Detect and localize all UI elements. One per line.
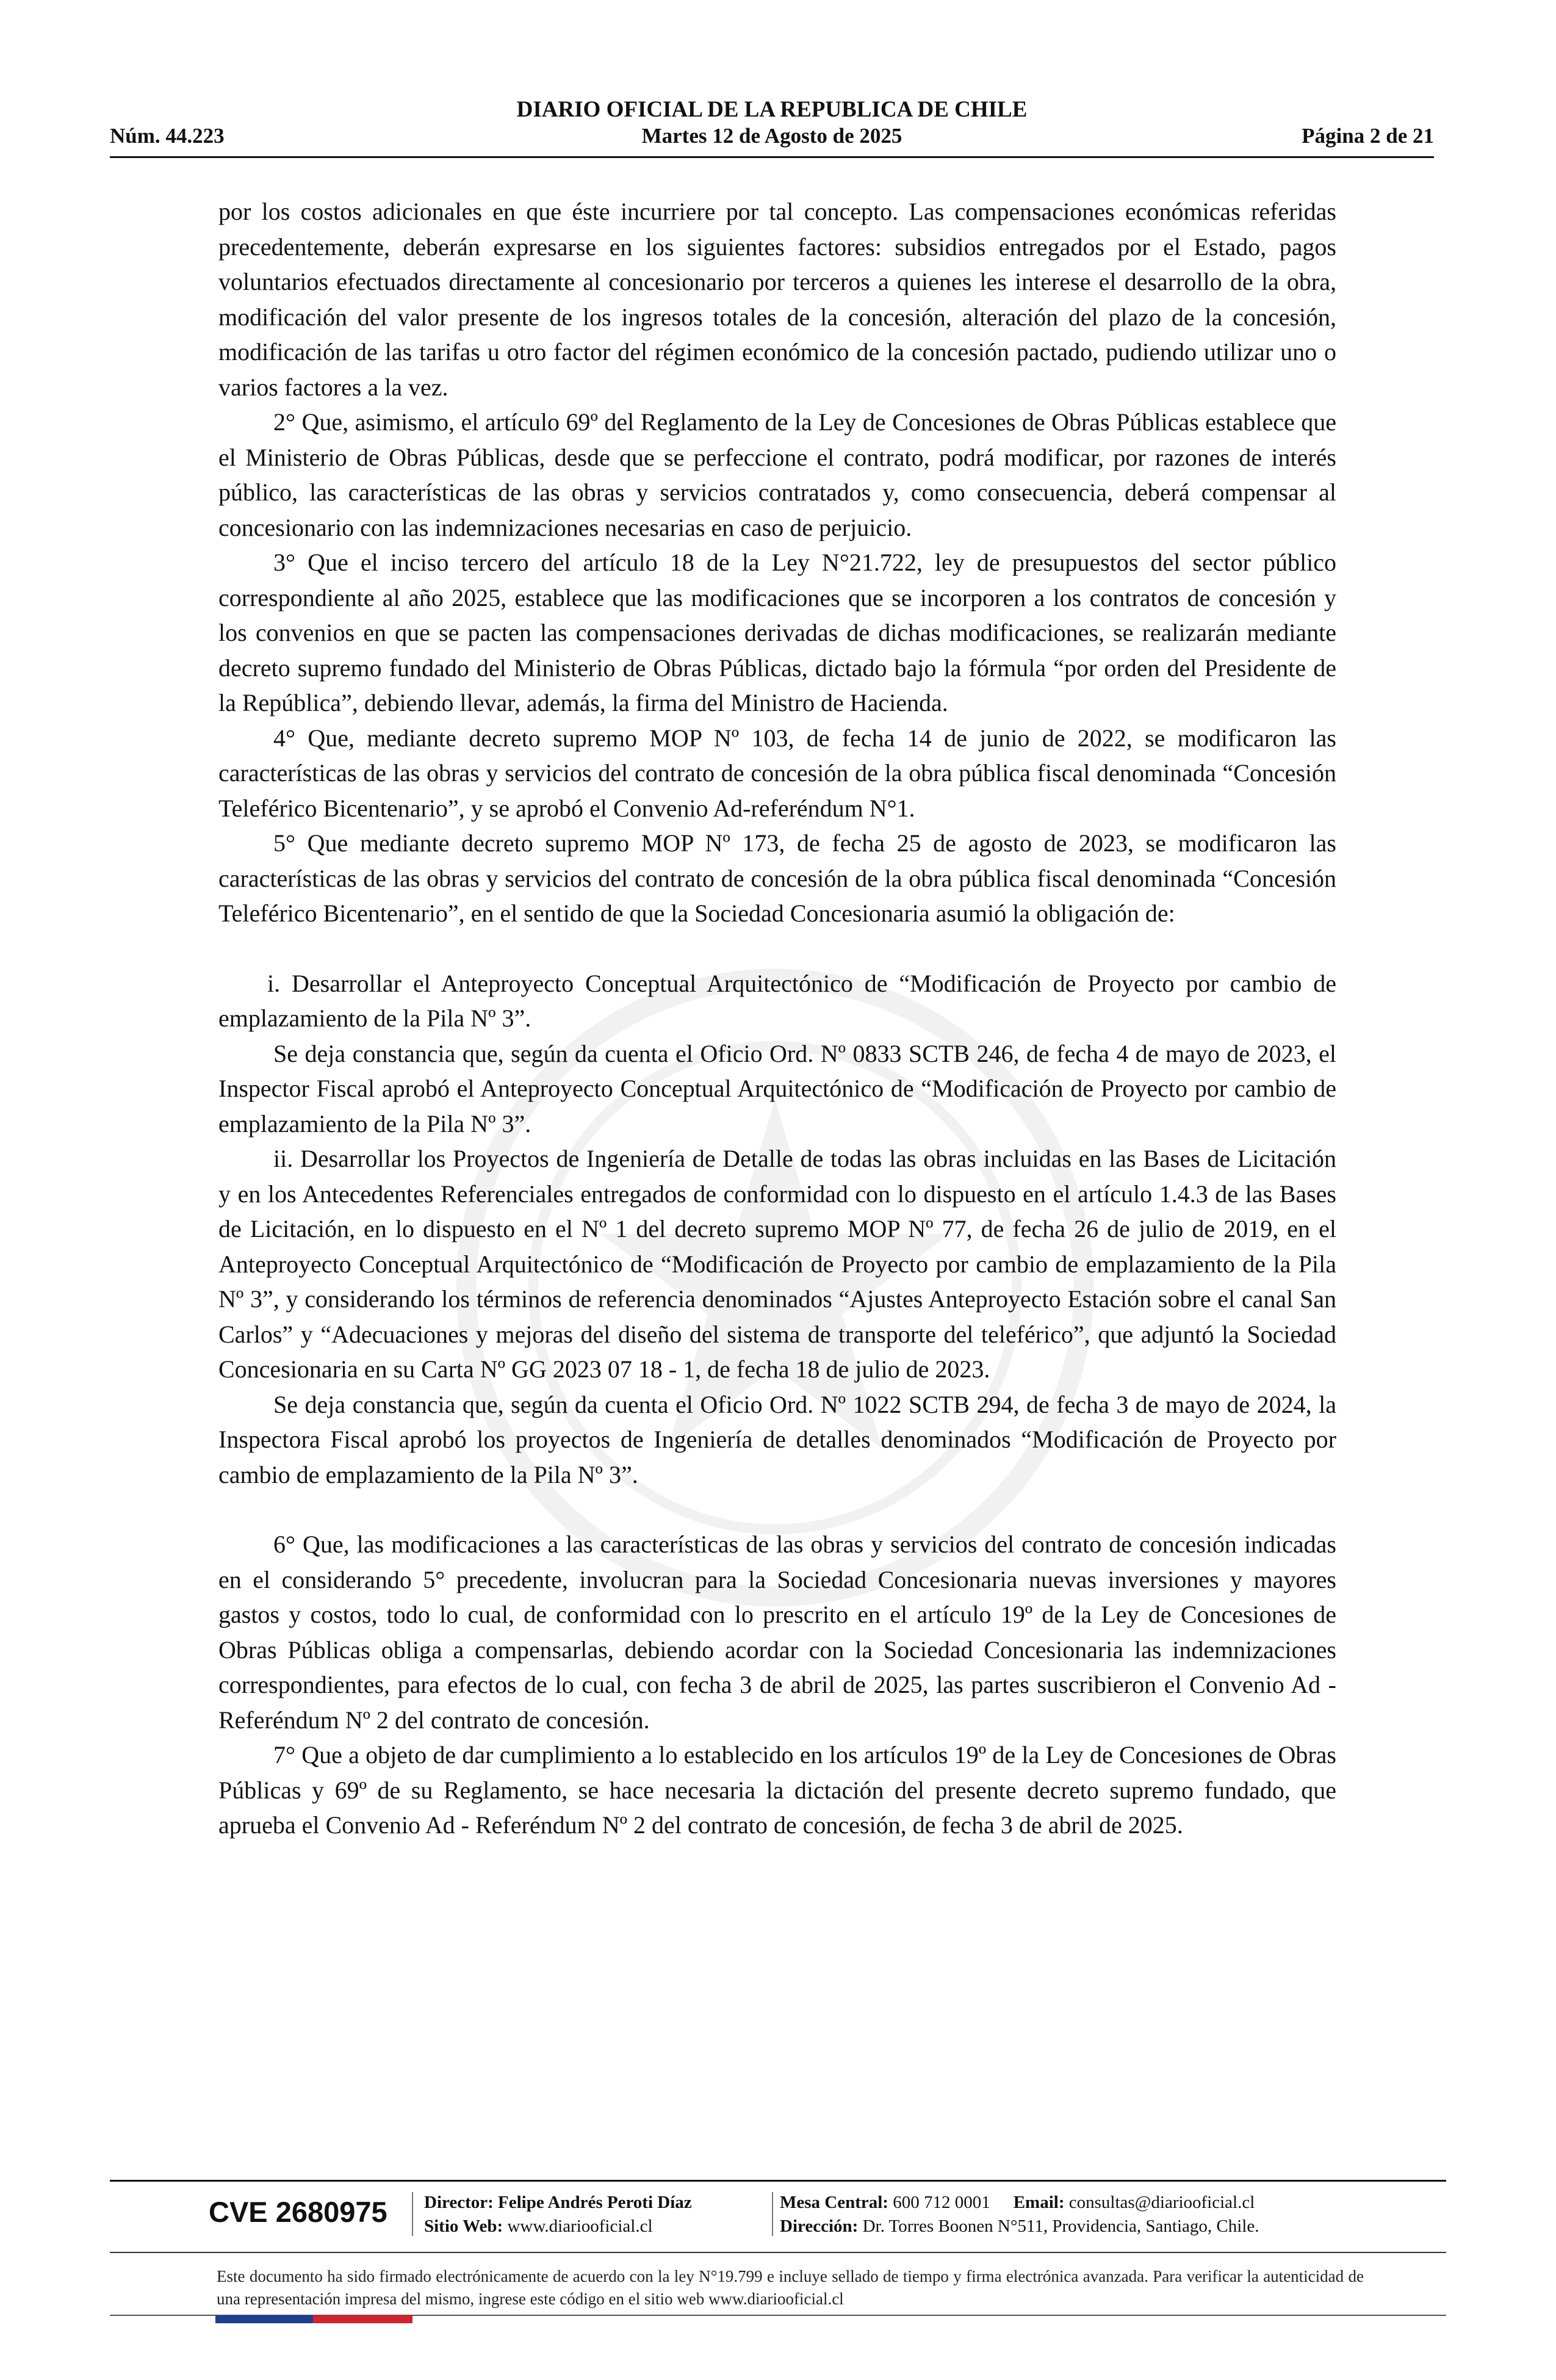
- constancia-2: Se deja constancia que, según da cuenta el Oficio Ord. Nº 1022 SCTB 294, de fecha 3 de mayo de 2024, la Inspectora Fiscal aprobó los proyectos de Ingeniería de detalles denominados “Modificación de Proyecto por cambio de emplazamiento de la Pila Nº 3”.: [218, 1390, 1336, 1488]
- page-indicator: Página 2 de 21: [1302, 124, 1434, 148]
- constancia-1: Se deja constancia que, según da cuenta el Oficio Ord. Nº 0833 SCTB 246, de fecha 4 de mayo de 2023, el Inspector Fiscal aprobó el Anteproyecto Conceptual Arquitectónico de “Modificación de Proyecto por cambio de emplazamiento de la Pila Nº 3”.: [218, 1039, 1336, 1138]
- website-link[interactable]: www.diariooficial.cl: [507, 2216, 653, 2236]
- considerando-2: 2° Que, asimismo, el artículo 69º del Reglamento de la Ley de Concesiones de Obras Públicas establece que el Ministerio de Obras Públicas, desde que se perfeccione el contrato, podrá modificar, por razones de interés público, las características de las obras y servicios contratados y, como consecuencia, deberá compensar al concesionario con las indemnizaciones necesarias en caso de perjuicio.: [218, 408, 1336, 541]
- issue-number: Núm. 44.223: [110, 124, 225, 148]
- spacer: [218, 931, 1336, 966]
- publication-title: DIARIO OFICIAL DE LA REPUBLICA DE CHILE: [516, 97, 1028, 122]
- considerando-4: 4° Que, mediante decreto supremo MOP Nº 103, de fecha 14 de junio de 2022, se modificaron las características de las obras y servicios del contrato de concesión de la obra pública fiscal denominada “Concesión Teleférico Bicentenario”, y se aprobó el Convenio Ad-referéndum N°1.: [218, 724, 1336, 822]
- footer-separator: [772, 2192, 773, 2236]
- considerando-5: 5° Que mediante decreto supremo MOP Nº 173, de fecha 25 de agosto de 2023, se modificaron las características de las obras y servicios del contrato de concesión de la obra pública fiscal denominada “Concesión Teleférico Bicentenario”, en el sentido de que la Sociedad Concesionaria asumió la obligación de:: [218, 829, 1336, 927]
- director-name: Felipe Andrés Peroti Díaz: [498, 2193, 692, 2212]
- footer-divider-mid: [110, 2252, 1446, 2253]
- footer-divider-top: [110, 2180, 1446, 2182]
- mesa-label: Mesa Central:: [780, 2193, 888, 2212]
- page-header: [110, 92, 1434, 157]
- mesa-phone: 600 712 0001: [893, 2193, 990, 2212]
- director-block: [424, 2191, 692, 2238]
- legal-notice: Este documento ha sido firmado electrónicamente de acuerdo con la ley N°19.799 e incluye sellado de tiempo y firma electrónica avanzada. Para verificar la autenticidad de una representación impresa del mismo, ingrese este código en el sitio web www.diariooficial.cl: [217, 2267, 1364, 2308]
- issue-date: Martes 12 de Agosto de 2025: [641, 124, 902, 148]
- director-label: Director:: [424, 2193, 494, 2212]
- address-label: Dirección:: [780, 2216, 859, 2236]
- header-divider: [110, 156, 1434, 158]
- flag-stripe-red: [313, 2315, 412, 2323]
- spacer: [218, 1492, 1336, 1527]
- flag-stripe-blue: [215, 2315, 313, 2323]
- footer-separator: [412, 2192, 413, 2236]
- paragraph-continuation: por los costos adicionales en que éste incurriere por tal concepto. Las compensaciones económicas referidas precedentemente, deberán expresarse en los siguientes factores: subsidios entregados por el Estado, pagos voluntarios efectuados directamente al concesionario por terceros a quienes les interese el desarrollo de la obra, modificación del valor presente de los ingresos totales de la concesión, alteración del plazo de la concesión, modificación de las tarifas u otro factor del régimen económico de la concesión pactado, pudiendo utilizar uno o varios factores a la vez.: [218, 198, 1336, 401]
- email-label: Email:: [1013, 2193, 1065, 2212]
- website-label: Sitio Web:: [424, 2216, 503, 2236]
- document-body: [218, 194, 1336, 1843]
- address-text: Dr. Torres Boonen N°511, Providencia, Santiago, Chile.: [862, 2216, 1259, 2236]
- considerando-7: 7° Que a objeto de dar cumplimiento a lo establecido en los artículos 19º de la Ley de Concesiones de Obras Públicas y 69º de su Reglamento, se hace necesaria la dictación del presente decreto supremo fundado, que aprueba el Convenio Ad - Referéndum Nº 2 del contrato de concesión, de fecha 3 de abril de 2025.: [218, 1741, 1336, 1839]
- obligation-ii: ii. Desarrollar los Proyectos de Ingeniería de Detalle de todas las obras incluidas en las Bases de Licitación y en los Antecedentes Referenciales entregados de conformidad con lo dispuesto en el artículo 1.4.3 de las Bases de Licitación, en lo dispuesto en el Nº 1 del decreto supremo MOP Nº 77, de fecha 26 de julio de 2019, en el Anteproyecto Conceptual Arquitectónico de “Modificación de Proyecto por cambio de emplazamiento de la Pila Nº 3”, y considerando los términos de referencia denominados “Ajustes Anteproyecto Estación sobre el canal San Carlos” y “Adecuaciones y mejoras del diseño del sistema de transporte del teleférico”, que adjuntó la Sociedad Concesionaria en su Carta Nº GG 2023 07 18 - 1, de fecha 18 de julio de 2023.: [218, 1145, 1336, 1383]
- considerando-6: 6° Que, las modificaciones a las características de las obras y servicios del contrato de concesión indicadas en el considerando 5° precedente, involucran para la Sociedad Concesionaria nuevas inversiones y mayores gastos y costos, todo lo cual, de conformidad con lo prescrito en el artículo 19º de la Ley de Concesiones de Obras Públicas obliga a compensarlas, debiendo acordar con la Sociedad Concesionaria las indemnizaciones correspondientes, para efectos de lo cual, con fecha 3 de abril de 2025, las partes suscribieron el Convenio Ad - Referéndum Nº 2 del contrato de concesión.: [218, 1531, 1336, 1734]
- considerando-3: 3° Que el inciso tercero del artículo 18 de la Ley N°21.722, ley de presupuestos del sector público correspondiente al año 2025, establece que las modificaciones que se incorporen a los contratos de concesión y los convenios en que se pacten las compensaciones derivadas de dichas modificaciones, se realizarán mediante decreto supremo fundado del Ministerio de Obras Públicas, dictado bajo la fórmula “por orden del Presidente de la República”, debiendo llevar, además, la firma del Ministro de Hacienda.: [218, 549, 1336, 716]
- email-link[interactable]: consultas@diariooficial.cl: [1068, 2193, 1255, 2212]
- page-footer: [110, 2180, 1446, 2332]
- contact-block: [780, 2191, 1259, 2238]
- obligation-i: i. Desarrollar el Anteproyecto Conceptual Arquitectónico de “Modificación de Proyecto por cambio de emplazamiento de la Pila Nº 3”.: [218, 969, 1336, 1032]
- cve-code: CVE 2680975: [209, 2196, 387, 2228]
